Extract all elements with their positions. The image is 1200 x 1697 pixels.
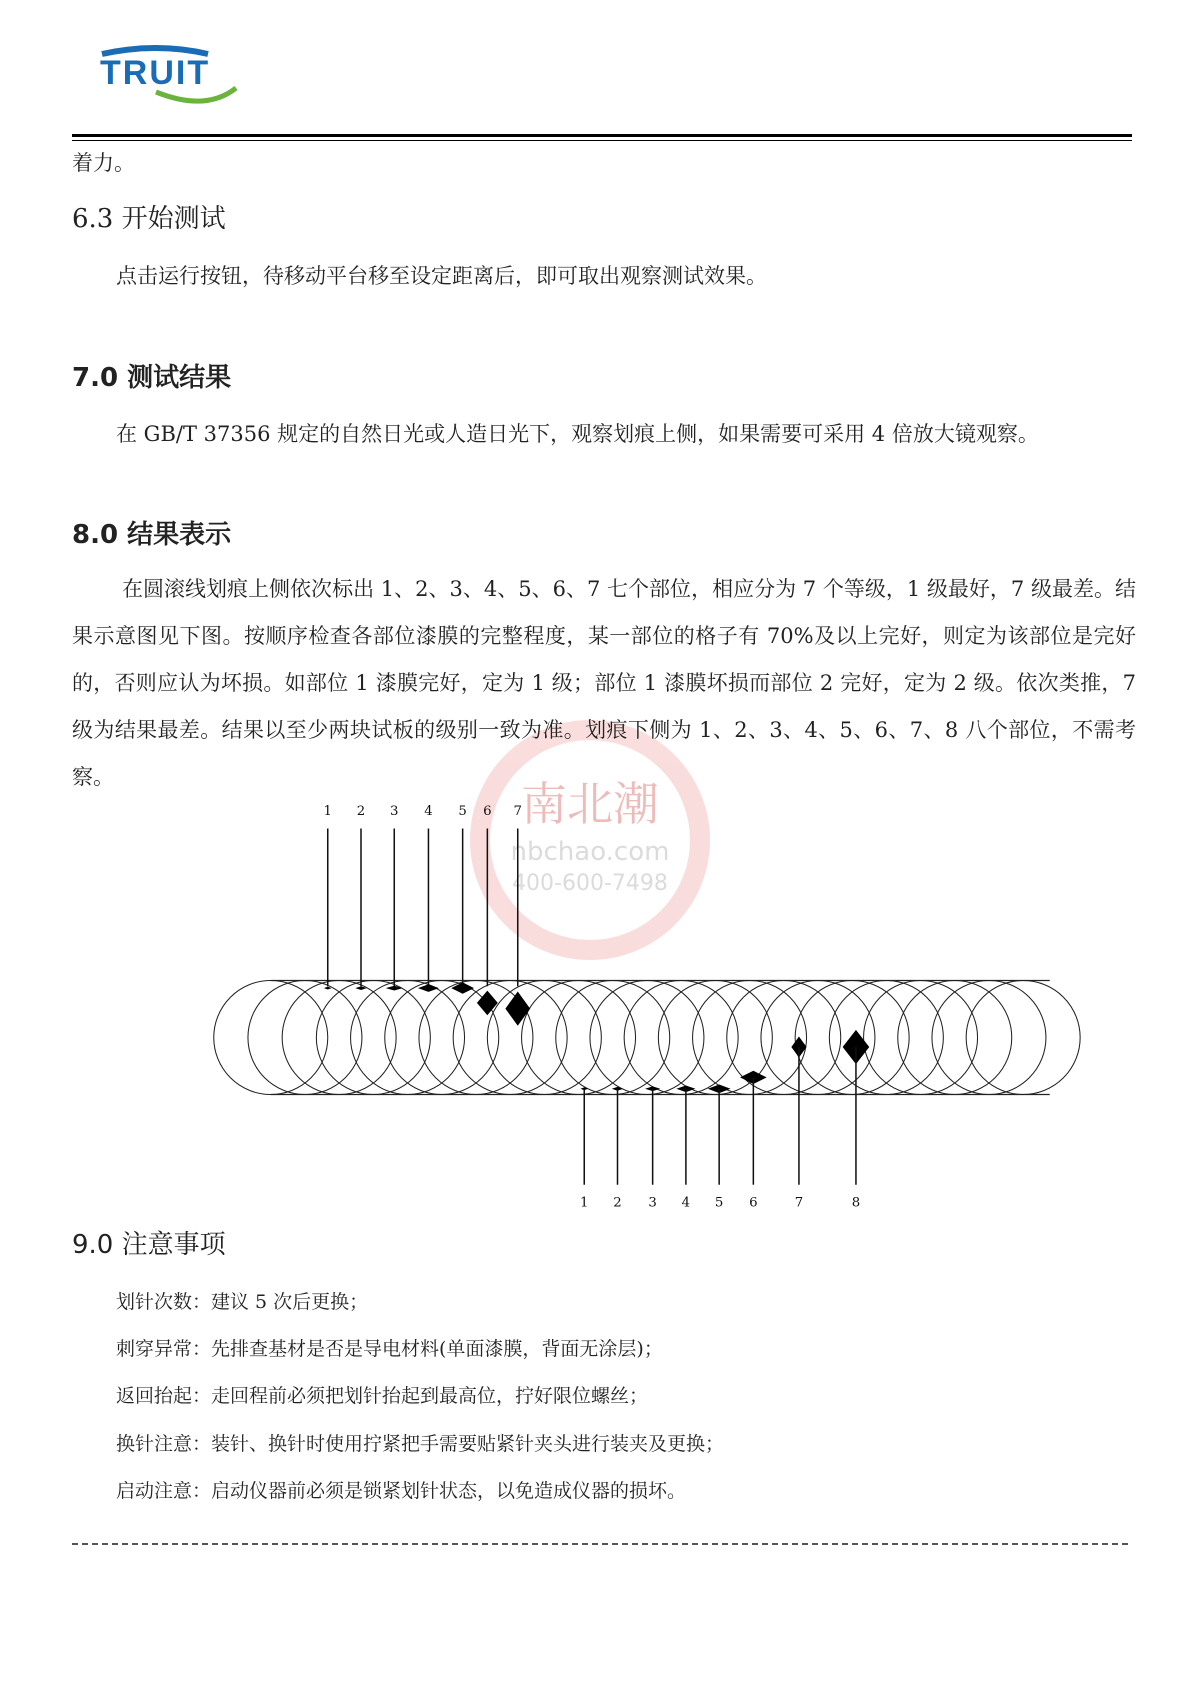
bottom-pointer-label: 6 bbox=[749, 1195, 758, 1211]
bottom-pointer-label: 8 bbox=[851, 1195, 861, 1211]
top-pointer-label: 5 bbox=[458, 804, 467, 820]
damage-mark bbox=[418, 984, 439, 992]
bottom-pointer-label: 3 bbox=[648, 1195, 657, 1211]
section-8-body: 在圆滚线划痕上侧依次标出 1、2、3、4、5、6、7 七个部位，相应分为 7 个等级，1 级最好，7 级最差。结果示意图见下图。按顺序检查各部位漆膜的完整程度，某一部位的格子有 70%及以上完好，则定为该部位是完好的，否则应认为坏损。如部位 1 漆膜完好，定为 1 级；部位 1 漆膜坏损而部位 2 完好，定为 2 级。依次类推，7 级为结果最差。结果以至少两块试板的级别一致为准。划痕下侧为 1、2、3、4、5、6、7、8 八个部位，不需考察。 bbox=[72, 577, 1136, 789]
header-rule-thin bbox=[72, 140, 1132, 141]
cycloid-loop bbox=[316, 981, 430, 1095]
top-pointer-label: 4 bbox=[424, 804, 433, 820]
cycloid-loop bbox=[487, 981, 601, 1095]
cycloid-loop bbox=[556, 981, 670, 1095]
damage-mark bbox=[386, 986, 403, 991]
bottom-pointer-label: 7 bbox=[794, 1195, 804, 1211]
section-9-title: 9.0 注意事项 bbox=[72, 1230, 226, 1260]
cycloid-loop bbox=[966, 981, 1080, 1095]
top-pointer-label: 1 bbox=[323, 804, 332, 820]
top-pointer-label: 7 bbox=[513, 804, 522, 820]
watermark-phone: 400-600-7498 bbox=[512, 871, 668, 896]
cycloid-loop bbox=[829, 981, 943, 1095]
note-item: 返回抬起：走回程前必须把划针抬起到最高位，拧好限位螺丝； bbox=[116, 1385, 649, 1407]
cycloid-loop bbox=[864, 981, 978, 1095]
logo-text: TRUIT bbox=[100, 54, 211, 92]
section-8-title: 8.0 结果表示 bbox=[72, 520, 232, 550]
cycloid-scratch-figure bbox=[190, 800, 1140, 1211]
watermark-name: 南北潮 bbox=[521, 777, 659, 831]
bottom-pointer-label: 4 bbox=[681, 1195, 691, 1211]
note-item: 启动注意：启动仪器前必须是锁紧划针状态，以免造成仪器的损坏。 bbox=[116, 1480, 687, 1502]
cycloid-loop bbox=[522, 981, 636, 1095]
damage-mark bbox=[505, 992, 530, 1026]
cycloid-loop bbox=[453, 981, 567, 1095]
bottom-pointer-label: 1 bbox=[580, 1195, 589, 1211]
section-7-title: 7.0 测试结果 bbox=[72, 363, 232, 393]
top-pointer-label: 2 bbox=[356, 804, 366, 820]
damage-mark bbox=[477, 991, 498, 1016]
footer-dashed-rule bbox=[72, 1543, 1128, 1545]
cycloid-loop bbox=[351, 981, 465, 1095]
section-7-body: 在 GB/T 37356 规定的自然日光或人造日光下，观察划痕上侧，如果需要可采用 4 倍放大镜观察。 bbox=[116, 422, 1039, 446]
cycloid-loop bbox=[932, 981, 1046, 1095]
bottom-pointer-label: 5 bbox=[714, 1195, 724, 1211]
bottom-pointer-label: 2 bbox=[613, 1195, 622, 1211]
cycloid-loop bbox=[282, 981, 396, 1095]
cycloid-loop bbox=[898, 981, 1012, 1095]
section-6-3-title: 6.3 开始测试 bbox=[72, 204, 226, 234]
damage-mark bbox=[324, 987, 332, 990]
continued-text: 着力。 bbox=[72, 151, 135, 175]
top-pointer-label: 6 bbox=[483, 804, 492, 820]
section-6-3-body: 点击运行按钮，待移动平台移至设定距离后，即可取出观察测试效果。 bbox=[116, 264, 767, 288]
cycloid-loop bbox=[624, 981, 738, 1095]
note-item: 划针次数：建议 5 次后更换； bbox=[116, 1291, 369, 1313]
note-item: 刺穿异常：先排查基材是否是导电材料(单面漆膜，背面无涂层)； bbox=[116, 1338, 663, 1360]
watermark-site: nbchao.com bbox=[510, 837, 670, 867]
header-rule-thick bbox=[72, 134, 1132, 137]
cycloid-loop bbox=[248, 981, 362, 1095]
cycloid-loop bbox=[590, 981, 704, 1095]
note-item: 换针注意：装针、换针时使用拧紧把手需要贴紧针夹头进行装夹及更换； bbox=[116, 1433, 725, 1455]
cycloid-loop bbox=[214, 981, 328, 1095]
top-pointer-label: 3 bbox=[390, 804, 399, 820]
truit-logo bbox=[96, 40, 256, 110]
